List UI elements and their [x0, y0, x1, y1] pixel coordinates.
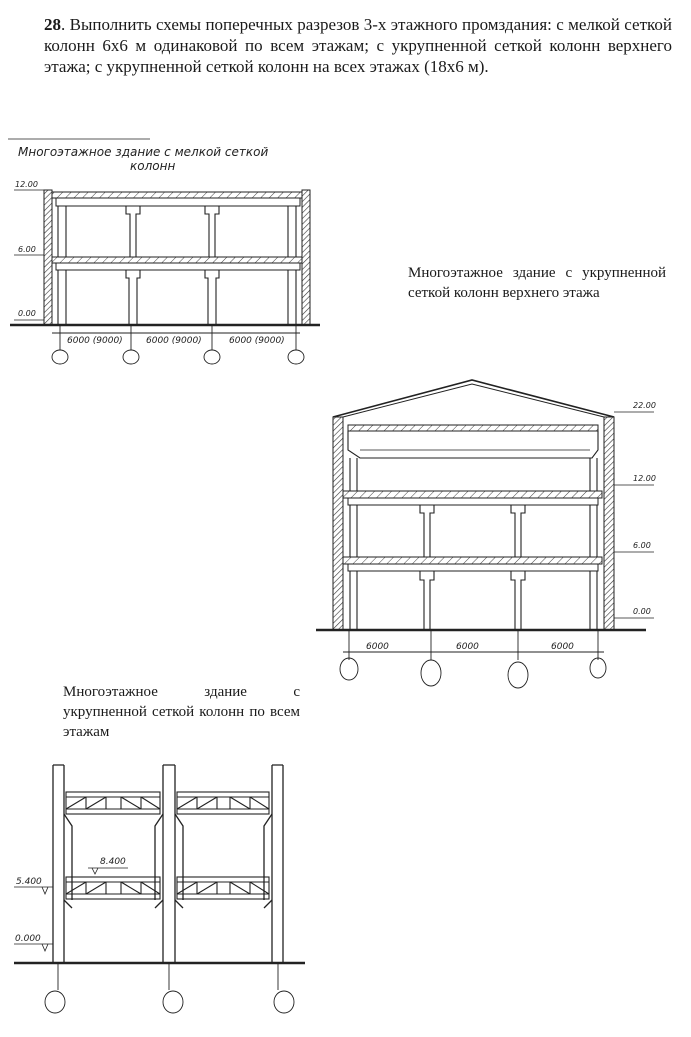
diagram1-span-2: 6000 (9000): [146, 336, 202, 346]
diagram3-level-8400: 8.400: [100, 857, 126, 867]
diagram2-slab-12: [343, 491, 602, 498]
diagram2-span-1: 6000: [366, 642, 389, 652]
diagram2-roof: [333, 380, 614, 417]
diagram2-caption: Многоэтажное здание с укрупненной сеткой колонн верхнего этажа: [408, 265, 666, 301]
diagram1-left-wall: [44, 190, 52, 325]
diagram3-levels: [14, 857, 128, 951]
task-number: 28: [44, 15, 61, 34]
task-text: . Выполнить схемы поперечных разрезов 3-х этажного промздания: с мелкой сеткой колонн 6х6 м одинаковой по всем этажам; с укрупненной сеткой колонн верхнего этажа; с укрупненной сеткой колонн на всех этажах (18х6 м).: [44, 15, 672, 76]
diagram2-left-wall: [333, 417, 343, 630]
diagram3-axes: [45, 963, 294, 1013]
diagram1-levels: [14, 180, 44, 320]
diagram3-columns: [53, 765, 283, 963]
diagram1-level-top: 12.00: [15, 180, 38, 189]
diagram1-span-3: 6000 (9000): [229, 336, 285, 346]
diagram3-level-5400: 5.400: [16, 877, 42, 887]
diagram1-roof-slab: [52, 192, 302, 198]
diagram1-title-line2: колонн: [130, 159, 176, 173]
diagram2-right-wall: [604, 417, 614, 630]
diagram2-slab-6: [343, 557, 602, 564]
diagram2: [316, 380, 656, 688]
diagram2-level-0: 0.00: [633, 607, 651, 616]
diagram1-level-mid: 6.00: [18, 245, 36, 254]
diagram3-caption: Многоэтажное здание с укрупненной сеткой колонн по всем этажам: [63, 684, 300, 740]
diagram1: [8, 139, 320, 364]
diagram2-level-12: 12.00: [633, 474, 656, 483]
diagram1-columns: [58, 206, 296, 325]
diagram3: [14, 765, 305, 1013]
diagram1-span-1: 6000 (9000): [67, 336, 123, 346]
diagram3-level-0000: 0.000: [15, 934, 41, 944]
diagram3-upper-trusses: [66, 792, 269, 814]
diagram2-span-3: 6000: [551, 642, 574, 652]
diagram3-lower-trusses: [66, 877, 269, 899]
diagram2-level-22: 22.00: [633, 401, 656, 410]
diagram2-level-6: 6.00: [633, 541, 651, 550]
diagram2-axes: [340, 630, 606, 688]
diagram2-span-2: 6000: [456, 642, 479, 652]
diagram1-level-ground: 0.00: [18, 309, 36, 318]
diagram2-columns: [350, 505, 597, 630]
diagram1-title-line1: Многоэтажное здание с мелкой сеткой: [18, 145, 269, 159]
diagram2-levels: [614, 401, 656, 618]
diagram1-floor-slab: [52, 257, 302, 263]
diagram1-right-wall: [302, 190, 310, 325]
